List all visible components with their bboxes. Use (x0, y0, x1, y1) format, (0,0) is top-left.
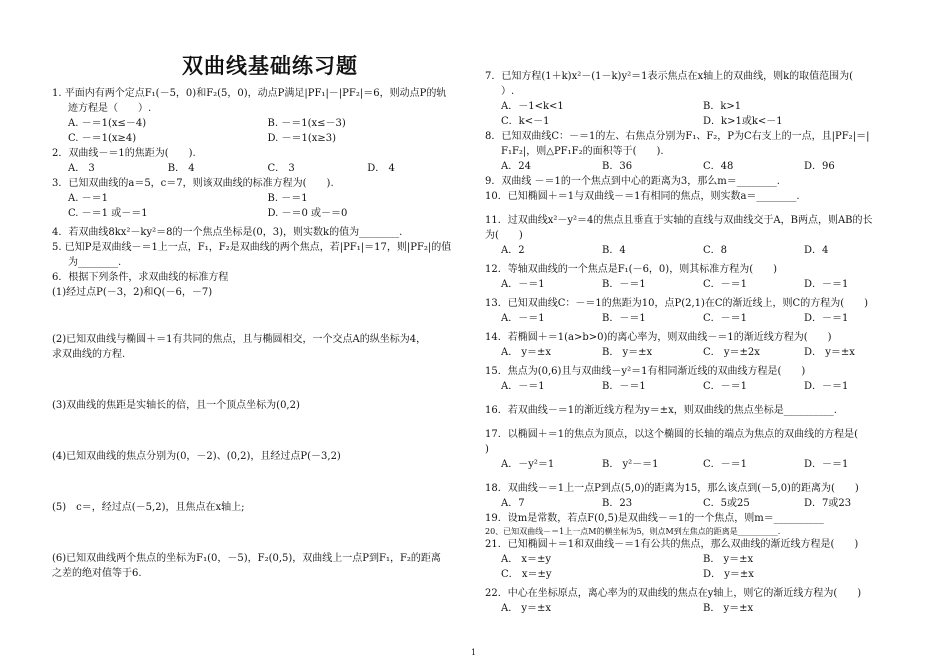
question-20: 20、已知双曲线－＝1上一点M的横坐标为5，则点M到左焦点的距离是__________. (485, 527, 781, 536)
question-1-options (52, 116, 467, 131)
question-7-options-2 (485, 114, 905, 129)
question-18: 18．双曲线－＝1上一点P到点(5,0)的距离为15，那么该点到(－5,0)的距离为( ) (485, 483, 859, 494)
question-14: 14．若椭圆＋＝1(a>b>0)的离心率为，则双曲线－＝1的渐近线方程为( ) (485, 332, 832, 343)
option-d: D．k>1或k<－1 (703, 116, 783, 127)
option-c: C．5或25 (703, 498, 750, 509)
option-b: B． 4 (167, 163, 195, 174)
question-7: 7．已知方程(1＋k)x²－(1－k)y²＝1表示焦点在x轴上的双曲线，则k的取值范围为( (485, 71, 854, 82)
option-a: A． y＝±x (501, 603, 552, 614)
question-21-options (485, 552, 905, 567)
question-13: 13．已知双曲线C：－＝1的焦距为10，点P(2,1)在C的渐近线上，则C的方程为( ) (485, 298, 869, 309)
question-6-part-2-cont: 求双曲线的方程. (52, 349, 126, 360)
question-6-part-1: (1)经过点P(－3，2)和Q(－6，－7) (52, 287, 213, 298)
option-a: A． 3 (68, 163, 95, 174)
option-b: B．k>1 (703, 101, 742, 112)
question-21-options-2 (485, 567, 905, 582)
option-c: C． x＝±y (501, 569, 552, 580)
option-c: C．k<－1 (501, 116, 550, 127)
option-d: D． 4 (367, 163, 395, 174)
option-d: D． y＝±x (703, 569, 754, 580)
question-11: 11．过双曲线x²－y²＝4的焦点且垂直于实轴的直线与双曲线交于A，B两点，则AB的长 (485, 215, 873, 226)
option-c: C． 3 (267, 163, 295, 174)
question-11-cont: 为( ) (485, 230, 523, 241)
option-b: B. －＝1 (267, 193, 308, 204)
option-b: B． y＝±x (703, 603, 754, 614)
question-14-options (485, 345, 905, 360)
question-6-part-4: (4)已知双曲线的焦点分别为(0，－2)、(0,2)，且经过点P(－3,2) (52, 451, 341, 462)
option-b: B．23 (602, 498, 633, 509)
question-3-options-2 (52, 206, 467, 221)
question-12: 12．等轴双曲线的一个焦点是F₁(－6，0)，则其标准方程为( ) (485, 264, 778, 275)
question-7-cont: ）. (501, 86, 515, 97)
page-number: 1 (471, 648, 477, 657)
question-17-options (485, 457, 905, 472)
option-d: D. －＝1(x≥3) (267, 133, 337, 144)
question-8-options (485, 159, 905, 174)
option-d: D．96 (804, 161, 835, 172)
option-b: B．36 (602, 161, 633, 172)
option-b: B．－＝1 (602, 279, 646, 290)
question-6: 6．根据下列条件，求双曲线的标准方程 (52, 272, 229, 283)
option-c: C. －＝1 或－＝1 (68, 208, 148, 219)
question-7-options (485, 99, 905, 114)
option-a: A．－＝1 (501, 381, 545, 392)
question-2: 2．双曲线－＝1的焦距为( ). (52, 148, 196, 159)
question-6-part-3: (3)双曲线的焦距是实轴长的倍，且一个顶点坐标为(0,2) (52, 400, 300, 411)
question-15: 15．焦点为(0,6)且与双曲线－y²＝1有相同渐近线的双曲线方程是( ) (485, 366, 806, 377)
option-a: A．24 (501, 161, 531, 172)
option-a: A． y＝±x (501, 347, 552, 358)
option-a: A．2 (501, 245, 525, 256)
option-a: A. －＝1(x≤－4) (68, 118, 147, 129)
question-10: 10．已知椭圆＋＝1与双曲线－＝1有相同的焦点，则实数a＝________. (485, 191, 800, 202)
question-18-options (485, 496, 905, 511)
question-12-options (485, 277, 905, 292)
question-5: 5. 已知P是双曲线－＝1上一点，F₁，F₂是双曲线的两个焦点，若|PF₁|＝17，则|PF₂|的值 (52, 242, 452, 253)
question-15-options (485, 379, 905, 394)
option-d: D. －＝0 或－＝0 (267, 208, 348, 219)
right-column (485, 69, 905, 616)
question-6-part-6: (6)已知双曲线两个焦点的坐标为F₁(0，－5)，F₂(0,5)，双曲线上一点P到F₁，F₂的距离 (52, 553, 441, 564)
option-d: D．－＝1 (804, 279, 849, 290)
question-3-options (52, 191, 467, 206)
option-b: B．4 (602, 245, 626, 256)
question-6-part-6-cont: 之差的绝对值等于6. (52, 568, 142, 579)
question-2-options (52, 161, 467, 176)
option-b: B． y²－＝1 (602, 459, 659, 470)
page-title: 双曲线基础练习题 (182, 54, 358, 78)
question-8-cont: F₁F₂|，则△PF₁F₂的面积等于( ). (501, 146, 664, 157)
option-b: B． y＝±x (703, 554, 754, 565)
option-c: C．48 (703, 161, 734, 172)
question-16: 16．若双曲线－＝1的渐近线方程为y＝±x，则双曲线的焦点坐标是__________. (485, 405, 837, 416)
option-c: C．8 (703, 245, 728, 256)
option-b: B. －＝1(x≤－3) (267, 118, 346, 129)
question-5-cont: 为________. (68, 257, 122, 268)
question-4: 4．若双曲线8kx²－ky²＝8的一个焦点坐标是(0，3)，则实数k的值为________. (52, 227, 403, 238)
question-21: 21．已知椭圆＋＝1和双曲线－＝1有公共的焦点，那么双曲线的渐近线方程是( ) (485, 539, 859, 550)
question-17-cont: ) (485, 444, 489, 455)
question-8: 8．已知双曲线C：－＝1的左、右焦点分别为F₁、F₂，P为C右支上的一点，且|PF₂|＝| (485, 131, 870, 142)
option-c: C． y＝±2x (703, 347, 760, 358)
option-d: D．7或23 (804, 498, 852, 509)
option-d: D．－＝1 (804, 381, 849, 392)
question-22-options (485, 601, 905, 616)
option-a: A．－y²＝1 (501, 459, 555, 470)
option-a: A．－＝1 (501, 313, 545, 324)
question-9: 9．双曲线 －＝1的一个焦点到中心的距离为3，那么m＝________. (485, 176, 780, 187)
question-1-cont: 迹方程是（ ）. (68, 103, 152, 114)
option-c: C．－＝1 (703, 381, 748, 392)
question-6-part-2: (2)已知双曲线与椭圆＋＝1有共同的焦点，且与椭圆相交，一个交点A的纵坐标为4， (52, 334, 427, 345)
option-d: D．－＝1 (804, 459, 849, 470)
option-c: C．－＝1 (703, 459, 748, 470)
question-1-options-2 (52, 131, 467, 146)
option-c: C. －＝1(x≥4) (68, 133, 137, 144)
option-c: C．－＝1 (703, 279, 748, 290)
question-6-part-5: (5) c＝，经过点(－5,2)，且焦点在x轴上; (52, 502, 245, 513)
option-b: B．－＝1 (602, 313, 646, 324)
question-3: 3．已知双曲线的a＝5，c＝7，则该双曲线的标准方程为( ). (52, 178, 334, 189)
option-c: C．－＝1 (703, 313, 748, 324)
question-13-options (485, 311, 905, 326)
option-a: A．7 (501, 498, 525, 509)
option-b: B．－＝1 (602, 381, 646, 392)
question-11-options (485, 243, 905, 258)
question-22: 22．中心在坐标原点，离心率为的双曲线的焦点在y轴上，则它的渐近线方程为( ) (485, 588, 862, 599)
question-17: 17．以椭圆＋＝1的焦点为顶点，以这个椭圆的长轴的端点为焦点的双曲线的方程是( (485, 429, 858, 440)
left-column (52, 86, 467, 581)
option-d: D．4 (804, 245, 829, 256)
option-a: A．－1<k<1 (501, 101, 564, 112)
option-b: B． y＝±x (602, 347, 653, 358)
option-a: A． x＝±y (501, 554, 552, 565)
option-a: A. －＝1 (68, 193, 108, 204)
question-1: 1. 平面内有两个定点F₁(－5，0)和F₂(5，0)，动点P满足|PF₁|－|PF₂|＝6，则动点P的轨 (52, 88, 447, 99)
question-19: 19．设m是常数，若点F(0,5)是双曲线－＝1的一个焦点，则m＝__________ (485, 513, 824, 524)
option-d: D． y＝±x (804, 347, 855, 358)
option-a: A．－＝1 (501, 279, 545, 290)
option-d: D．－＝1 (804, 313, 849, 324)
